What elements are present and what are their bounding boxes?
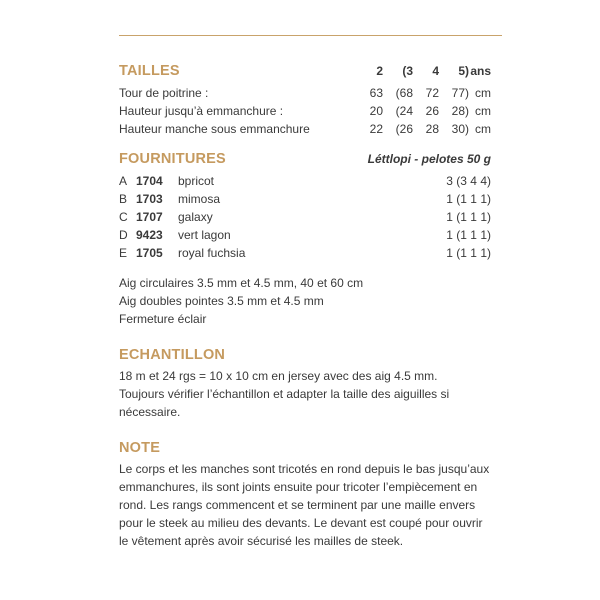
yarn-code: 1707 <box>136 210 163 224</box>
yarn-qty: 3 (3 4 4) <box>446 174 491 188</box>
sizes-title: TAILLES <box>119 63 180 79</box>
size-row-label: Tour de poitrine : <box>119 86 209 100</box>
size-value: 30) <box>451 122 469 136</box>
gauge-title: ECHANTILLON <box>119 347 226 363</box>
yarn-color: royal fuchsia <box>178 246 246 260</box>
size-row-label: Hauteur manche sous emmanchure <box>119 122 310 136</box>
yarn-code: 1703 <box>136 192 163 206</box>
size-row-label: Hauteur jusqu’à emmanchure : <box>119 104 284 118</box>
yarn-letter: D <box>119 228 128 242</box>
tools-list <box>119 274 491 328</box>
gauge-line: 18 m et 24 rgs = 10 x 10 cm en jersey avec des aig 4.5 mm. <box>119 369 438 383</box>
yarn-row <box>119 244 491 262</box>
tool-item: Aig doubles pointes 3.5 mm et 4.5 mm <box>119 294 324 308</box>
yarn-letter: E <box>119 246 128 260</box>
yarn-qty: 1 (1 1 1) <box>446 246 491 260</box>
size-unit: cm <box>475 86 491 100</box>
size-value: 63 <box>369 86 383 100</box>
yarn-brand: Léttlopi - pelotes 50 g <box>367 152 491 166</box>
note-line: emmanchures, ils sont joints ensuite pour tricoter l’empiècement en <box>119 480 478 494</box>
tool-item: Fermeture éclair <box>119 312 207 326</box>
gauge-line: Toujours vérifier l’échantillon et adapter la taille des aiguilles si <box>119 387 450 401</box>
size-unit: cm <box>475 104 491 118</box>
size-unit: cm <box>475 122 491 136</box>
yarn-color: galaxy <box>178 210 213 224</box>
yarn-color: bpricot <box>178 174 215 188</box>
size-value: (68 <box>395 86 413 100</box>
yarn-letter: C <box>119 210 128 224</box>
size-row <box>119 120 491 138</box>
pattern-page <box>119 62 491 550</box>
size-col-2: (3 <box>402 64 413 78</box>
size-value: 22 <box>369 122 383 136</box>
size-value: 77) <box>451 86 469 100</box>
yarn-code: 1704 <box>136 174 163 188</box>
note-line: pour le steek au milieu des devants. Le devant est coupé pour ouvrir <box>119 516 483 530</box>
size-value: 26 <box>425 104 439 118</box>
yarn-qty: 1 (1 1 1) <box>446 210 491 224</box>
note-title: NOTE <box>119 440 161 456</box>
note-section <box>119 439 491 550</box>
supplies-header <box>119 150 491 172</box>
size-value: (26 <box>395 122 413 136</box>
size-col-3: 4 <box>432 64 439 78</box>
size-value: 72 <box>425 86 439 100</box>
note-line: Le corps et les manches sont tricotés en rond depuis le bas jusqu’aux <box>119 462 490 476</box>
size-col-4: 5) <box>458 64 469 78</box>
yarn-qty: 1 (1 1 1) <box>446 192 491 206</box>
yarn-letter: A <box>119 174 128 188</box>
gauge-section <box>119 346 491 421</box>
yarn-letter: B <box>119 192 128 206</box>
note-line: rond. Les rangs commencent et se terminent par une maille envers <box>119 498 476 512</box>
size-value: 28 <box>425 122 439 136</box>
yarn-code: 9423 <box>136 228 163 242</box>
size-row <box>119 84 491 102</box>
gauge-text <box>119 367 491 421</box>
yarn-color: vert lagon <box>178 228 231 242</box>
supplies-title: FOURNITURES <box>119 151 226 167</box>
note-text <box>119 460 491 550</box>
size-unit: ans <box>470 64 491 78</box>
yarn-code: 1705 <box>136 246 163 260</box>
yarn-color: mimosa <box>178 192 221 206</box>
yarn-row <box>119 226 491 244</box>
size-value: (24 <box>395 104 413 118</box>
size-row <box>119 102 491 120</box>
tool-item: Aig circulaires 3.5 mm et 4.5 mm, 40 et 60 cm <box>119 276 364 290</box>
top-divider <box>119 35 502 36</box>
size-value: 28) <box>451 104 469 118</box>
size-value: 20 <box>369 104 383 118</box>
yarn-row <box>119 208 491 226</box>
yarn-row <box>119 190 491 208</box>
yarn-qty: 1 (1 1 1) <box>446 228 491 242</box>
note-line: le vêtement après avoir sécurisé les mailles de steek. <box>119 534 404 548</box>
sizes-header <box>119 62 491 84</box>
size-col-1: 2 <box>376 64 383 78</box>
yarn-row <box>119 172 491 190</box>
gauge-line: nécessaire. <box>119 405 181 419</box>
